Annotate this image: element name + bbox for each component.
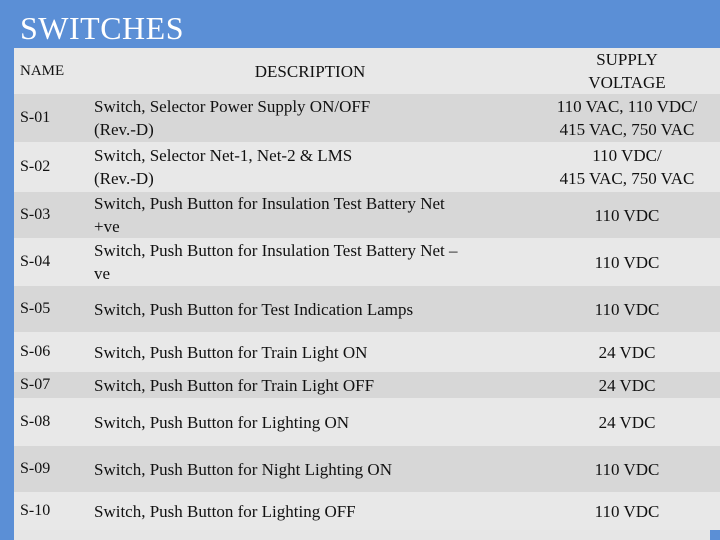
row-name: S-02 [20,158,51,175]
row-description-line2: (Rev.-D) [94,169,154,188]
row-voltage: 24 VDC [598,342,656,362]
table-row [14,332,720,372]
slide-title: SWITCHES [20,10,184,46]
row-voltage [532,94,720,142]
row-voltage-line1: 110 VAC, 110 VDC/ [556,97,698,116]
row-description-line2: +ve [94,217,120,236]
table-row [14,192,720,238]
row-voltage [532,142,720,192]
row-voltage: 110 VDC [594,299,660,319]
row-name: S-04 [20,253,51,270]
voltage-header-line2: VOLTAGE [588,73,666,92]
row-voltage: 110 VDC [594,459,660,479]
row-description: Switch, Push Button for Test Indication Lamps [94,299,414,319]
row-description-line1: Switch, Push Button for Insulation Test Battery Net – [94,241,458,260]
row-voltage: 24 VDC [598,375,656,395]
row-voltage-line2: 415 VAC, 750 VAC [559,120,695,139]
voltage-header-line1: SUPPLY [596,50,658,69]
row-name: S-06 [20,343,51,360]
row-description: Switch, Push Button for Night Lighting ON [94,459,392,479]
row-name: S-07 [20,376,51,393]
row-description-line1: Switch, Selector Net-1, Net-2 & LMS [94,146,353,165]
description-column-header: DESCRIPTION [254,61,366,81]
row-name: S-10 [20,502,51,519]
row-voltage: 110 VDC [594,252,660,272]
table-row [14,446,720,492]
row-name: S-09 [20,460,51,477]
name-column-header: NAME [20,62,65,79]
row-name: S-01 [20,109,51,126]
table-row [14,142,720,192]
row-name: S-08 [20,413,51,430]
row-description-line1: Switch, Push Button for Insulation Test Battery Net [94,194,445,213]
voltage-column-header [532,48,720,94]
table-row [14,492,720,530]
row-description-line2: (Rev.-D) [94,120,154,139]
table-header-row [14,48,720,94]
row-name: S-03 [20,206,51,223]
row-description: Switch, Push Button for Lighting OFF [94,501,356,521]
table-row [14,94,720,142]
table-row [14,372,720,398]
row-voltage-line1: 110 VDC/ [592,146,662,165]
row-description-line2: ve [94,264,111,283]
table-row [14,286,720,332]
row-voltage-line2: 415 VAC, 750 VAC [559,169,695,188]
row-name: S-05 [20,300,51,317]
row-description [88,142,532,192]
row-description [88,238,532,286]
table-row [14,238,720,286]
row-voltage: 24 VDC [598,412,656,432]
row-voltage: 110 VDC [594,501,660,521]
row-description: Switch, Push Button for Train Light OFF [94,375,375,395]
row-description: Switch, Push Button for Train Light ON [94,342,368,362]
row-description [88,192,532,238]
row-voltage: 110 VDC [594,205,660,225]
switches-table [14,48,720,530]
row-description-line1: Switch, Selector Power Supply ON/OFF [94,97,371,116]
row-description: Switch, Push Button for Lighting ON [94,412,350,432]
row-description [88,94,532,142]
table-row [14,398,720,446]
